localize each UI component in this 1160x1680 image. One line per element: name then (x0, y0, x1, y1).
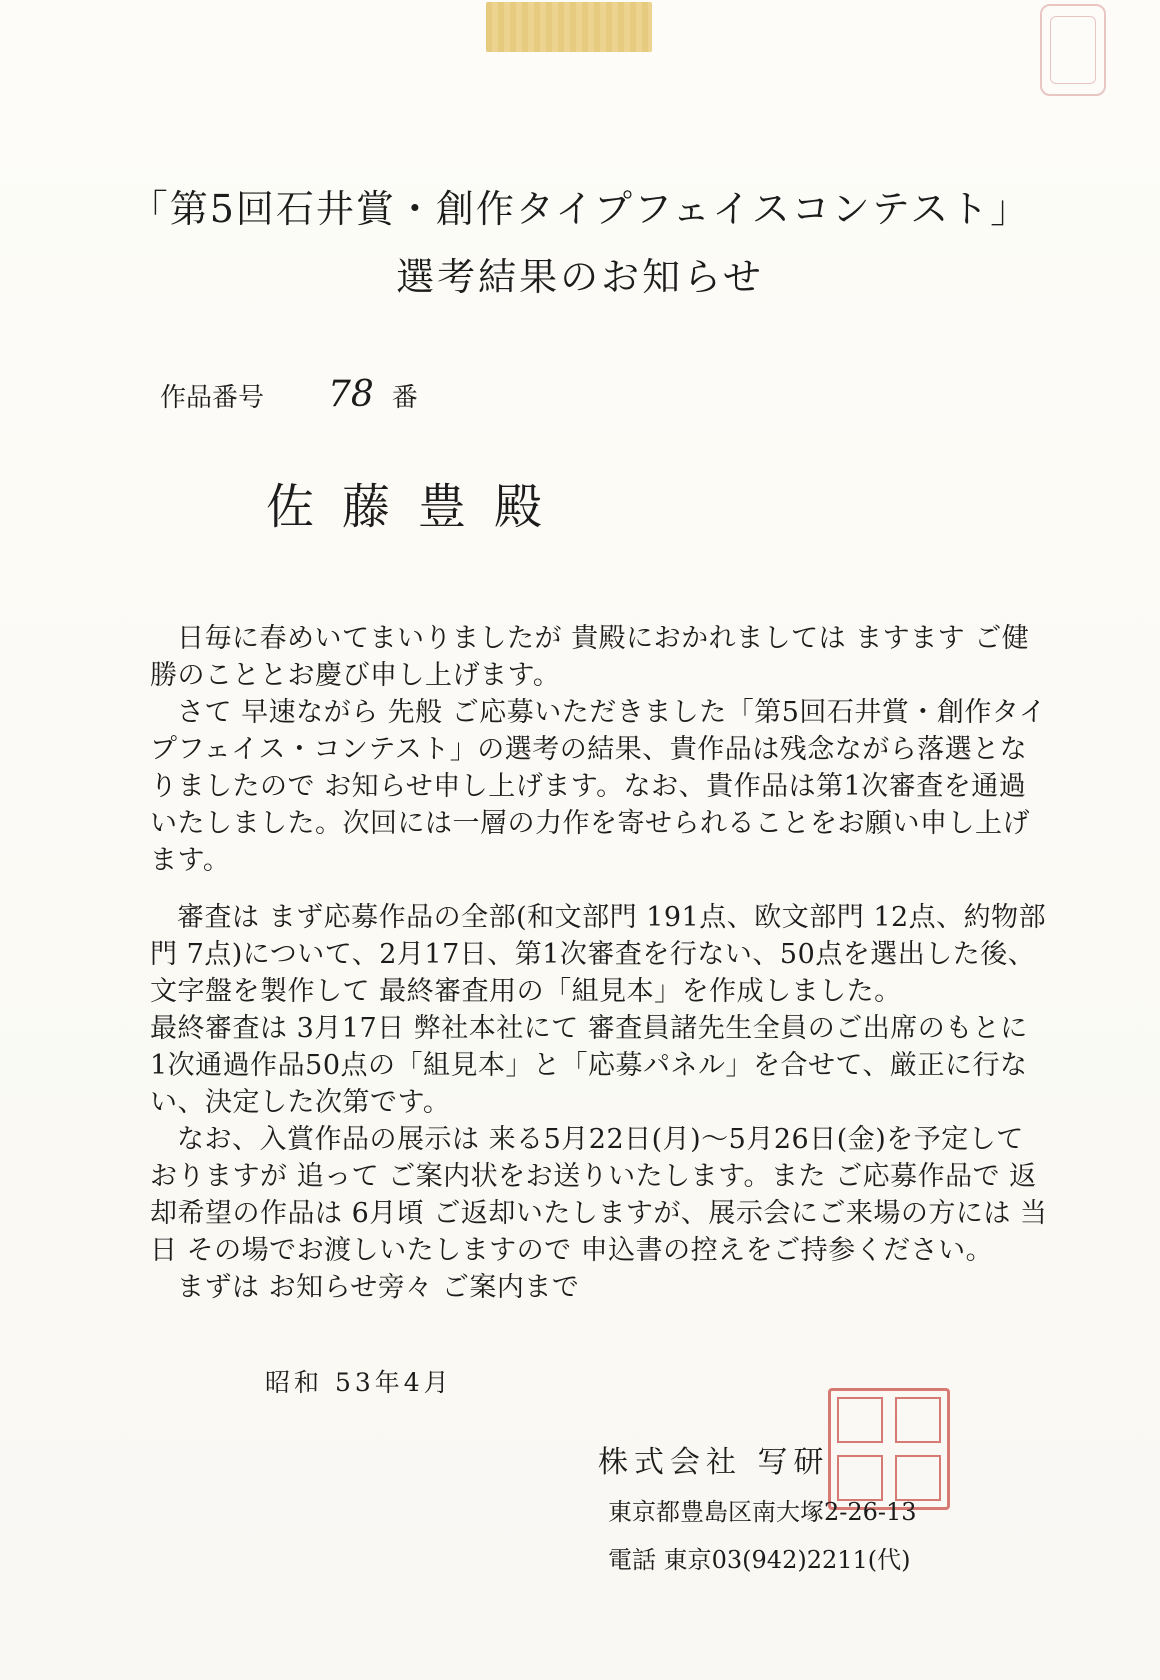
letter-body (150, 620, 1050, 1306)
work-number-value: 78 (328, 374, 374, 415)
paragraph-final-judging: 最終審査は 3月17日 弊社本社にて 審査員諸先生全員のご出席のもとに 1次通過作品50点の「組見本」と「応募パネル」を合せて、厳正に行ない、決定した次第です。 (150, 1013, 1028, 1118)
title-line-1: 「第5回石井賞・創作タイプフェイスコンテスト」 (129, 187, 1031, 231)
work-number-label: 作品番号 (160, 383, 265, 413)
paragraph-greeting: 日毎に春めいてまいりましたが 貴殿におかれましては ますます ご健勝のこととお慶び申し上げます。 (150, 623, 1030, 691)
company-phone: 電話 東京03(942)2211(代) (608, 1546, 911, 1574)
paragraph-judging: 審査は まず応募作品の全部(和文部門 191点、欧文部門 12点、約物部門 7点)について、2月17日、第1次審査を行ない、50点を選出した後、文字盤を製作して 最終審査用の「組見本」を作成しました。 (150, 902, 1047, 1007)
paragraph-result: さて 早速ながら 先般 ご応募いただきました「第5回石井賞・創作タイプフェイス・コンテスト」の選考の結果、貴作品は残念ながら落選となりましたので お知らせ申し上げます。なお、貴作品は第1次審査を通過いたしました。次回には一層の力作を寄せられることをお願い申し上げます。 (150, 697, 1047, 876)
title-line-2: 選考結果のお知らせ (396, 255, 764, 299)
recipient-name: 佐藤豊殿 (266, 479, 571, 535)
tape-strip (486, 2, 652, 52)
paragraph-closing: まずは お知らせ旁々 ご案内まで (177, 1272, 580, 1303)
company-address: 東京都豊島区南大塚2-26-13 (608, 1498, 917, 1526)
work-number (160, 374, 418, 415)
corner-stamp (1040, 4, 1106, 96)
company-name: 株式会社 写研 (598, 1445, 830, 1480)
paragraph-exhibition: なお、入賞作品の展示は 来る5月22日(月)〜5月26日(金)を予定しておりますが 追って ご案内状をお送りいたします。また ご応募作品で 返却希望の作品は 6月頃 ご返却いたしますが、展示会にご来場の方には 当日 その場でお渡しいたしますので 申込書の控えをご持参ください。 (150, 1124, 1048, 1266)
work-number-suffix: 番 (391, 383, 418, 413)
letter-date: 昭和 53年4月 (265, 1368, 453, 1397)
